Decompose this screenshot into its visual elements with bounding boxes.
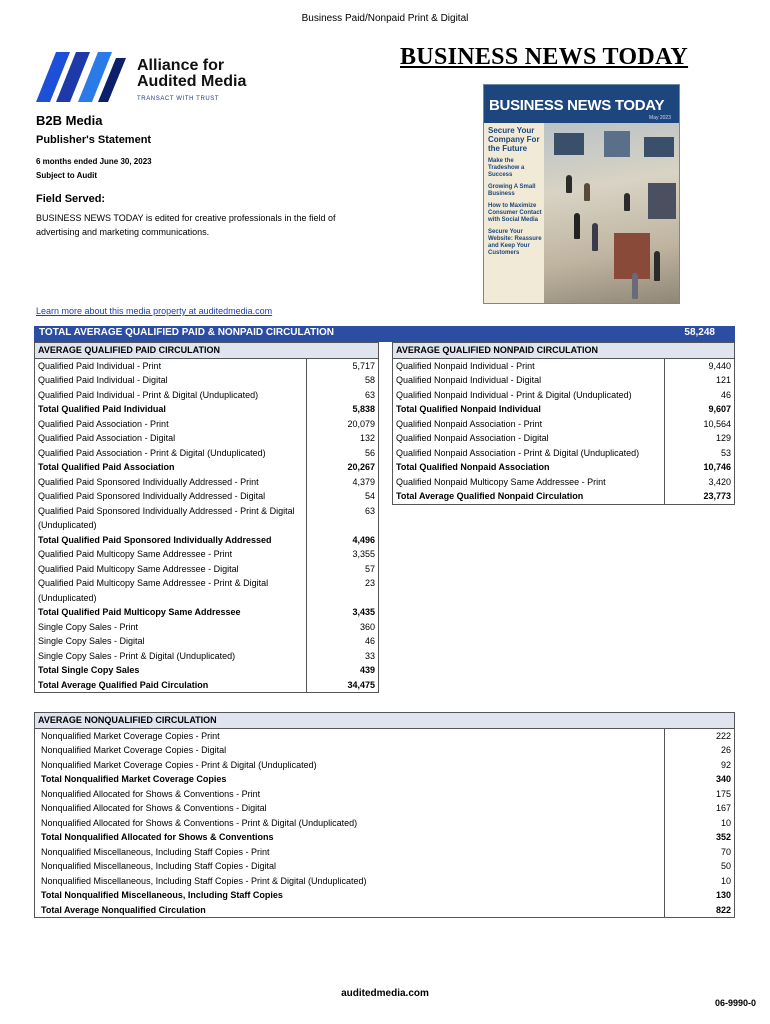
- row-value: 50: [720, 861, 731, 871]
- row-value: 92: [720, 759, 731, 770]
- cover-headline: Growing A Small Business: [488, 184, 536, 197]
- table-row: [35, 816, 735, 831]
- row-label: Total Qualified Nonpaid Association: [393, 460, 665, 475]
- cover-headline: Secure Your Website: Reassure and Keep Your Customers: [488, 229, 542, 256]
- table-row: [393, 388, 735, 403]
- row-value: 360: [359, 621, 375, 632]
- row-value: 167: [715, 803, 731, 813]
- logo-name: [137, 58, 246, 90]
- table-row: [35, 489, 379, 504]
- header-note: Business Paid/Nonpaid Print & Digital: [301, 13, 469, 24]
- row-value: 822: [715, 904, 731, 915]
- row-value: 3,355: [352, 549, 375, 559]
- row-value: 33: [364, 650, 375, 661]
- table-row: [35, 758, 735, 773]
- row-value: 63: [364, 505, 375, 516]
- row-value: 63: [364, 389, 375, 400]
- row-label: Total Average Nonqualified Circulation: [35, 903, 665, 918]
- table-row: [35, 402, 379, 417]
- row-value: 340: [715, 774, 731, 784]
- table-row: [35, 446, 379, 461]
- table-row: [393, 446, 735, 461]
- publication-title: BUSINESS NEWS TODAY: [400, 44, 689, 70]
- row-label: Qualified Nonpaid Association - Print: [393, 417, 665, 432]
- aam-logo-icon: [36, 48, 132, 102]
- row-label: Single Copy Sales - Print: [35, 620, 307, 635]
- row-label: Qualified Paid Sponsored Individually Addressed - Digital: [35, 489, 307, 504]
- logo-line-1: Alliance for: [137, 57, 225, 74]
- row-label: Total Qualified Paid Sponsored Individually Addressed: [35, 533, 307, 548]
- table-row: [35, 547, 379, 562]
- row-label: Nonqualified Market Coverage Copies - Print: [35, 728, 665, 743]
- nonpaid-heading: AVERAGE QUALIFIED NONPAID CIRCULATION: [393, 343, 735, 359]
- row-value: 175: [715, 788, 731, 799]
- table-row: [35, 663, 379, 678]
- row-value: 222: [715, 730, 731, 741]
- table-row: [393, 402, 735, 417]
- period-label: 6 months ended June 30, 2023: [36, 157, 152, 166]
- table-row: [35, 678, 379, 693]
- row-label: Qualified Nonpaid Individual - Print & Digital (Unduplicated): [393, 388, 665, 403]
- table-row: [35, 358, 379, 373]
- table-row: [393, 373, 735, 388]
- logo-tagline: TRANSACT WITH TRUST: [137, 96, 220, 102]
- row-label: Qualified Nonpaid Individual - Digital: [393, 373, 665, 388]
- cover-headline: How to Maximize Consumer Contact with Social Media: [488, 203, 542, 223]
- row-label: Qualified Paid Multicopy Same Addressee - Print & Digital (Unduplicated): [35, 576, 307, 605]
- row-label: Qualified Paid Individual - Digital: [35, 373, 307, 388]
- cover-headlines: [484, 123, 544, 304]
- row-label: Total Nonqualified Allocated for Shows & Conventions: [35, 830, 665, 845]
- row-label: Nonqualified Miscellaneous, Including Staff Copies - Digital: [35, 859, 665, 874]
- row-value: 4,379: [352, 476, 375, 487]
- paid-circulation-table: [34, 342, 379, 693]
- table-row: [393, 489, 735, 504]
- total-circulation-bar: [34, 326, 735, 342]
- row-label: Nonqualified Market Coverage Copies - Digital: [35, 743, 665, 758]
- field-served-description: BUSINESS NEWS TODAY is edited for creative professionals in the field of advertising and marketing communications.: [36, 213, 336, 237]
- row-value: 23,773: [703, 491, 731, 501]
- table-row: [35, 830, 735, 845]
- row-label: Qualified Paid Individual - Print & Digital (Unduplicated): [35, 388, 307, 403]
- row-label: Total Qualified Paid Multicopy Same Addressee: [35, 605, 307, 620]
- row-label: Qualified Nonpaid Association - Digital: [393, 431, 665, 446]
- table-row: [35, 576, 379, 605]
- row-value: 5,717: [352, 360, 375, 371]
- row-value: 10,564: [703, 418, 731, 429]
- total-circulation-value: 58,248: [684, 327, 715, 338]
- row-label: Nonqualified Miscellaneous, Including Staff Copies - Print: [35, 845, 665, 860]
- row-label: Nonqualified Allocated for Shows & Conventions - Print & Digital (Unduplicated): [35, 816, 665, 831]
- table-row: [35, 634, 379, 649]
- row-label: Single Copy Sales - Digital: [35, 634, 307, 649]
- row-label: Total Nonqualified Market Coverage Copies: [35, 772, 665, 787]
- cover-date: May 2023: [649, 115, 671, 121]
- row-value: 130: [715, 890, 731, 900]
- row-label: Qualified Paid Association - Print & Digital (Unduplicated): [35, 446, 307, 461]
- row-value: 53: [720, 447, 731, 458]
- row-value: 352: [715, 832, 731, 842]
- table-row: [35, 728, 735, 743]
- table-row: [35, 475, 379, 490]
- row-value: 439: [359, 665, 375, 675]
- table-row: [393, 431, 735, 446]
- row-label: Qualified Paid Association - Print: [35, 417, 307, 432]
- row-value: 4,496: [352, 534, 375, 545]
- category-label: B2B Media: [36, 113, 103, 128]
- paid-heading: AVERAGE QUALIFIED PAID CIRCULATION: [35, 343, 379, 359]
- table-row: [35, 388, 379, 403]
- total-circulation-label: TOTAL AVERAGE QUALIFIED PAID & NONPAID CIRCULATION: [39, 327, 334, 338]
- row-value: 54: [364, 491, 375, 501]
- row-label: Qualified Paid Association - Digital: [35, 431, 307, 446]
- nonpaid-circulation-table: [392, 342, 735, 505]
- row-value: 57: [364, 563, 375, 574]
- table-row: [35, 888, 735, 903]
- row-label: Qualified Paid Multicopy Same Addressee - Digital: [35, 562, 307, 577]
- table-row: [35, 743, 735, 758]
- row-label: Nonqualified Market Coverage Copies - Print & Digital (Unduplicated): [35, 758, 665, 773]
- row-label: Total Qualified Nonpaid Individual: [393, 402, 665, 417]
- table-row: [35, 605, 379, 620]
- row-value: 58: [364, 375, 375, 385]
- row-value: 3,435: [352, 607, 375, 617]
- table-row: [35, 874, 735, 889]
- row-label: Qualified Nonpaid Multicopy Same Addressee - Print: [393, 475, 665, 490]
- cover-headline: Secure Your Company For the Future: [488, 126, 540, 153]
- table-row: [393, 358, 735, 373]
- row-label: Total Single Copy Sales: [35, 663, 307, 678]
- table-row: [35, 801, 735, 816]
- row-label: Qualified Nonpaid Individual - Print: [393, 358, 665, 373]
- row-value: 132: [359, 433, 375, 443]
- row-label: Qualified Nonpaid Association - Print & Digital (Unduplicated): [393, 446, 665, 461]
- table-row: [35, 504, 379, 533]
- cover-photo: [544, 123, 680, 304]
- cover-masthead: BUSINESS NEWS TODAY: [484, 85, 679, 123]
- table-row: [35, 772, 735, 787]
- row-label: Total Qualified Paid Association: [35, 460, 307, 475]
- row-label: Single Copy Sales - Print & Digital (Unduplicated): [35, 649, 307, 664]
- row-label: Total Qualified Paid Individual: [35, 402, 307, 417]
- row-value: 26: [720, 745, 731, 755]
- footer-url[interactable]: auditedmedia.com: [341, 988, 429, 999]
- row-label: Total Nonqualified Miscellaneous, Including Staff Copies: [35, 888, 665, 903]
- row-value: 46: [720, 389, 731, 400]
- table-row: [35, 460, 379, 475]
- row-value: 129: [715, 433, 731, 443]
- logo-line-2: Audited Media: [137, 73, 247, 90]
- row-label: Nonqualified Miscellaneous, Including Staff Copies - Print & Digital (Unduplicated): [35, 874, 665, 889]
- row-label: Total Average Qualified Nonpaid Circulation: [393, 489, 665, 504]
- row-value: 56: [364, 447, 375, 458]
- row-label: Qualified Paid Individual - Print: [35, 358, 307, 373]
- table-row: [393, 460, 735, 475]
- row-value: 23: [364, 578, 375, 588]
- row-value: 20,267: [347, 462, 375, 472]
- table-row: [35, 787, 735, 802]
- table-row: [35, 845, 735, 860]
- row-value: 10,746: [703, 462, 731, 472]
- row-label: Nonqualified Allocated for Shows & Conventions - Digital: [35, 801, 665, 816]
- row-value: 3,420: [708, 476, 731, 487]
- nonqualified-circulation-table: [34, 712, 735, 918]
- row-value: 10: [720, 875, 731, 886]
- row-value: 46: [364, 636, 375, 646]
- row-label: Qualified Paid Multicopy Same Addressee - Print: [35, 547, 307, 562]
- table-row: [393, 475, 735, 490]
- magazine-cover-image: [483, 84, 680, 304]
- row-label: Total Average Qualified Paid Circulation: [35, 678, 307, 693]
- row-value: 9,440: [708, 360, 731, 371]
- table-row: [35, 431, 379, 446]
- learn-more-link[interactable]: Learn more about this media property at auditedmedia.com: [36, 306, 273, 316]
- audit-label: Subject to Audit: [36, 171, 98, 180]
- row-value: 9,607: [708, 404, 731, 414]
- row-value: 10: [720, 817, 731, 828]
- table-row: [35, 903, 735, 918]
- table-row: [393, 417, 735, 432]
- row-label: Qualified Paid Sponsored Individually Addressed - Print & Digital (Unduplicated): [35, 504, 307, 533]
- table-row: [35, 859, 735, 874]
- table-row: [35, 562, 379, 577]
- row-value: 34,475: [347, 679, 375, 690]
- footer-doc-id: 06-9990-0: [714, 998, 756, 1008]
- row-value: 121: [715, 375, 731, 385]
- nonqualified-heading: AVERAGE NONQUALIFIED CIRCULATION: [35, 713, 735, 729]
- statement-label: Publisher's Statement: [36, 134, 152, 146]
- cover-headline: Make the Tradeshow a Success: [488, 158, 525, 178]
- row-value: 20,079: [347, 418, 375, 429]
- table-row: [35, 373, 379, 388]
- field-served-heading: Field Served:: [36, 193, 106, 205]
- table-row: [35, 620, 379, 635]
- table-row: [35, 649, 379, 664]
- table-row: [35, 417, 379, 432]
- row-label: Qualified Paid Sponsored Individually Addressed - Print: [35, 475, 307, 490]
- row-value: 5,838: [352, 404, 375, 414]
- table-row: [35, 533, 379, 548]
- row-label: Nonqualified Allocated for Shows & Conventions - Print: [35, 787, 665, 802]
- row-value: 70: [720, 846, 731, 857]
